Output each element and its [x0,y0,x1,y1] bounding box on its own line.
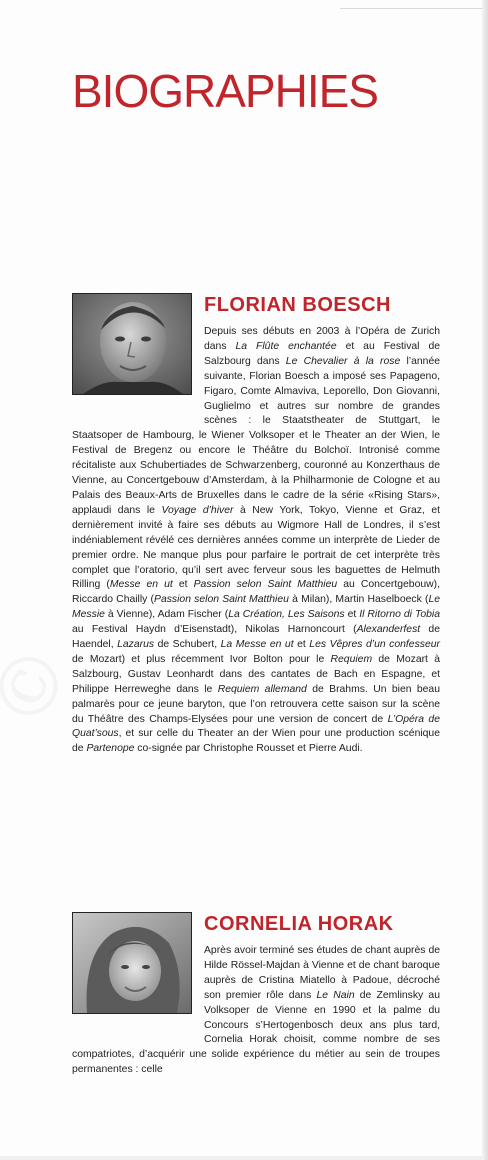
bio-text: Après avoir terminé ses études de chant auprès de Hilde Rössel-Majdan à Vienne et de chant baroque auprès de Cristina Miatello à Padoue, décroché son premier rôle dans Le Nain de Zemlinsky au Volksoper de Vienne en 1990 et la palme du Concours s’Hertogenbosch deux ans plus tard, Cornelia Horak choisit, comme nombre de ses compatriotes, d’acquérir une solide expérience du métier au sein de troupes permanentes : celle [72,945,440,1076]
cornelia-horak-bio [72,944,440,1078]
page-title: BIOGRAPHIES [72,65,378,117]
florian-boesch-bio [72,325,440,757]
page-fold [340,0,488,9]
bio-text: Depuis ses débuts en 2003 à l’Opéra de Zurich dans La Flûte enchantée et au Festival de Salzbourg dans Le Chevalier à la rose l’année suivante, Florian Boesch a imposé ses Papageno, Figaro, Comte Almaviva, Leporello, Don Giovanni, Guglielmo et autres sur nombre de grandes scènes : le Staatstheater de Stuttgart, le Staatsoper de Hambourg, le Wiener Volksoper et le Theater an der Wien, le Festival de Bregenz ou encore le Théâtre du Bolchoï. Intronisé comme récitaliste aux Schubertiades de Schwarzenberg, couronné au Konzerthaus de Vienne, au Concertgebouw d’Amsterdam, à la Philharmonie de Cologne et au Palais des Beaux-Arts de Bruxelles dans le cadre de la série «Rising Stars», applaudi dans le Voyage d’hiver à New York, Tokyo, Vienne et Graz, et dernièrement invité à faire ses débuts au Wigmore Hall de Londres, il s’est indéniablement révélé ces dernières années comme un interprète de Lieder de premier ordre. Ne manque plus pour parfaire le portrait de cet interprète très complet que l’oratorio, qu’il sert avec ferveur sous les baguettes de Helmuth Rilling (Messe en ut et Passion selon Saint Matthieu au Concertgebouw), Riccardo Chailly (Passion selon Saint Matthieu à Milan), Martin Haselboeck (Le Messie à Vienne), Adam Fischer (La Création, Les Saisons et Il Ritorno di Tobia au Festival Haydn d’Eisenstadt), Nikolas Harnoncourt (Alexanderfest de Haendel, Lazarus de Schubert, La Messe en ut et Les Vêpres d’un confesseur de Mozart) et plus récemment Ivor Bolton pour le Requiem de Mozart à Salzbourg, Gustav Leonhardt dans des cantates de Bach en Espagne, et Philippe Herreweghe dans le Requiem allemand de Brahms. Un bien beau palmarès pour ce jeune baryton, que l’on retrouvera cette saison sur la scène du Théâtre des Champs-Elysées pour une version de concert de L’Opéra de Quat’sous, et sur celle du Theater an der Wien pour une production scénique de Partenope co-signée par Christophe Rousset et Pierre Audi. [72,326,441,755]
page-edge [482,0,488,1160]
bio-name: CORNELIA HORAK [204,913,394,935]
bio-name: FLORIAN BOESCH [204,294,391,316]
